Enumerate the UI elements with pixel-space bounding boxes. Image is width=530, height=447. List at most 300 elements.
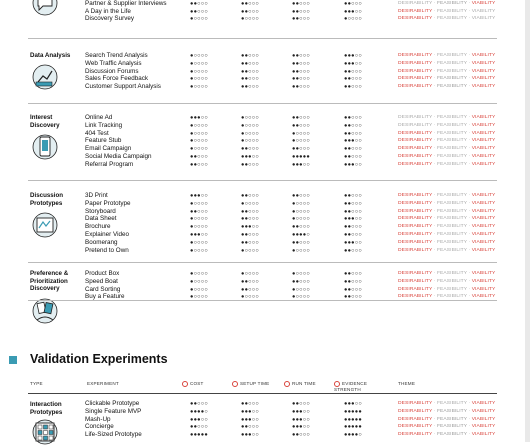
theme-viability: VIABILITY	[471, 271, 496, 276]
setup-time-rating: ●●○○○	[241, 424, 259, 431]
theme-separator: ·	[467, 208, 472, 214]
group-divider	[28, 300, 497, 301]
group-divider	[28, 180, 497, 181]
evidence-strength-rating: ●●●○○	[344, 401, 362, 407]
coin-icon	[182, 381, 188, 387]
group-divider	[28, 103, 497, 104]
experiment-name: Online Ad	[85, 114, 113, 121]
theme-viability: VIABILITY	[471, 247, 496, 253]
theme-feasibility: FEASIBILITY	[436, 408, 468, 414]
theme-viability: VIABILITY	[471, 424, 496, 430]
evidence-strength-rating: ●●○○○	[344, 68, 362, 75]
evidence-strength-rating: ●●●○○	[344, 138, 362, 145]
column-header-setup-label: SETUP TIME	[240, 381, 270, 387]
theme-viability: VIABILITY	[471, 8, 496, 14]
theme-desirability: DESIRABILITY	[398, 53, 433, 58]
theme-viability: VIABILITY	[471, 154, 496, 159]
setup-time-rating: ●●○○○	[241, 216, 259, 223]
theme-viability: VIABILITY	[471, 224, 496, 230]
column-header-run	[284, 381, 316, 387]
theme-viability: VIABILITY	[471, 216, 496, 222]
cost-rating: ●○○○○	[190, 76, 208, 83]
cost-rating: ●●○○○	[190, 161, 208, 168]
theme-separator: ·	[432, 232, 437, 237]
setup-time-rating: ●●●○○	[241, 416, 259, 423]
theme-separator: ·	[467, 408, 472, 414]
experiment-name: Product Box	[85, 270, 120, 277]
evidence-strength-rating: ●●○○○	[344, 208, 362, 215]
theme-desirability: DESIRABILITY	[398, 232, 433, 237]
experiment-name: 3D Print	[85, 192, 108, 199]
cost-rating: ●●○○○	[190, 401, 208, 407]
runner-icon	[284, 381, 290, 387]
theme-viability: VIABILITY	[471, 122, 496, 128]
cost-rating: ●●●○○	[190, 232, 208, 238]
setup-time-rating: ●○○○○	[241, 247, 259, 254]
theme-tags	[398, 8, 495, 16]
theme-tags	[398, 400, 495, 408]
run-time-rating: ●●○○○	[292, 8, 310, 15]
theme-viability: VIABILITY	[471, 76, 496, 82]
evidence-strength-rating: ●●●●●	[344, 416, 362, 423]
theme-viability: VIABILITY	[471, 84, 496, 90]
experiment-name: Social Media Campaign	[85, 153, 152, 160]
theme-desirability: DESIRABILITY	[398, 0, 433, 6]
theme-tags	[398, 286, 495, 294]
theme-separator: ·	[432, 76, 437, 82]
theme-separator: ·	[432, 271, 437, 276]
section-title-validation: Validation Experiments	[30, 352, 168, 366]
theme-desirability: DESIRABILITY	[398, 122, 433, 128]
theme-separator: ·	[467, 161, 472, 167]
evidence-strength-rating: ●●○○○	[344, 224, 362, 231]
run-time-rating: ●○○○○	[292, 286, 310, 293]
theme-viability: VIABILITY	[471, 286, 496, 292]
cost-rating: ●○○○○	[190, 239, 208, 246]
theme-tags	[398, 223, 495, 231]
category-label: Discussion Prototypes	[30, 192, 64, 207]
theme-viability: VIABILITY	[471, 278, 496, 284]
theme-separator: ·	[467, 239, 472, 245]
theme-feasibility: FEASIBILITY	[436, 208, 468, 214]
cost-rating: ●○○○○	[190, 68, 208, 75]
theme-desirability: DESIRABILITY	[398, 401, 433, 406]
theme-tags	[398, 122, 495, 130]
experiment-name: Data Sheet	[85, 215, 117, 223]
theme-tags	[398, 161, 495, 169]
theme-viability: VIABILITY	[471, 130, 496, 136]
experiment-name: Paper Prototype	[85, 199, 131, 207]
theme-feasibility: FEASIBILITY	[436, 278, 468, 284]
cost-rating: ●○○○○	[190, 146, 208, 153]
cost-rating: ●●○○○	[190, 0, 208, 7]
theme-tags	[398, 247, 495, 255]
setup-time-rating: ●●○○○	[241, 53, 259, 59]
column-header-type: TYPE	[30, 381, 43, 386]
run-time-rating: ●●○○○	[292, 278, 310, 285]
cost-rating: ●○○○○	[190, 138, 208, 145]
theme-separator: ·	[432, 0, 437, 6]
theme-separator: ·	[467, 200, 472, 206]
evidence-strength-rating: ●●○○○	[344, 115, 362, 121]
theme-desirability: DESIRABILITY	[398, 408, 433, 414]
theme-viability: VIABILITY	[471, 60, 496, 66]
theme-tags	[398, 153, 495, 161]
experiment-name: Buy a Feature	[85, 293, 125, 301]
run-time-rating: ●●○○○	[292, 146, 310, 153]
experiment-name: Search Trend Analysis	[85, 52, 148, 59]
theme-feasibility: FEASIBILITY	[436, 76, 468, 82]
theme-tags	[398, 137, 495, 145]
column-header-run-label: RUN TIME	[292, 381, 316, 387]
run-time-rating: ●●○○○	[292, 115, 310, 121]
theme-viability: VIABILITY	[471, 294, 496, 300]
theme-desirability: DESIRABILITY	[398, 239, 433, 245]
theme-separator: ·	[467, 68, 472, 74]
evidence-strength-rating: ●●●●○	[344, 432, 362, 439]
theme-separator: ·	[467, 122, 472, 128]
clock-icon	[232, 381, 238, 387]
run-time-rating: ●●○○○	[292, 53, 310, 59]
theme-separator: ·	[467, 247, 472, 253]
theme-separator: ·	[432, 294, 437, 300]
experiment-name: Web Traffic Analysis	[85, 59, 142, 67]
theme-separator: ·	[432, 278, 437, 284]
theme-desirability: DESIRABILITY	[398, 68, 433, 74]
evidence-strength-rating: ●●○○○	[344, 286, 362, 293]
setup-time-rating: ●○○○○	[241, 16, 259, 23]
theme-separator: ·	[432, 200, 437, 206]
setup-time-rating: ●●●○○	[241, 408, 259, 415]
theme-feasibility: FEASIBILITY	[436, 68, 468, 74]
cost-rating: ●○○○○	[190, 271, 208, 277]
theme-feasibility: FEASIBILITY	[436, 224, 468, 230]
theme-viability: VIABILITY	[471, 68, 496, 74]
column-header-evidence-label: EVIDENCE STRENGTH	[334, 381, 368, 392]
theme-separator: ·	[467, 53, 472, 58]
theme-desirability: DESIRABILITY	[398, 130, 433, 136]
cost-rating: ●○○○○	[190, 224, 208, 231]
evidence-strength-rating: ●●○○○	[344, 0, 362, 7]
theme-separator: ·	[467, 16, 472, 22]
setup-time-rating: ●●●○○	[241, 432, 259, 439]
experiment-name: Partner & Supplier Interviews	[85, 0, 167, 7]
run-time-rating: ●●○○○	[292, 193, 310, 199]
column-header-experiment: EXPERIMENT	[87, 381, 119, 386]
category-label: Interaction Prototypes	[30, 401, 63, 416]
experiment-name: Referral Program	[85, 160, 134, 168]
theme-feasibility: FEASIBILITY	[436, 424, 468, 430]
cost-rating: ●●●○○	[190, 193, 208, 199]
run-time-rating: ●●●○○	[292, 161, 310, 168]
cost-rating: ●●○○○	[190, 154, 208, 160]
theme-tags	[398, 114, 495, 122]
theme-separator: ·	[432, 154, 437, 159]
page-edge	[525, 0, 530, 442]
theme-viability: VIABILITY	[471, 146, 496, 152]
theme-viability: VIABILITY	[471, 161, 496, 167]
experiment-name: Discussion Forums	[85, 67, 139, 75]
cost-rating: ●●○○○	[190, 424, 208, 431]
theme-tags	[398, 192, 495, 200]
theme-separator: ·	[467, 424, 472, 430]
evidence-strength-rating: ●●●○○	[344, 239, 362, 246]
theme-separator: ·	[432, 8, 437, 14]
theme-separator: ·	[467, 271, 472, 276]
theme-feasibility: FEASIBILITY	[436, 271, 468, 276]
cost-rating: ●●○○○	[190, 208, 208, 215]
evidence-strength-rating: ●●○○○	[344, 122, 362, 129]
setup-time-rating: ●○○○○	[241, 138, 259, 145]
theme-tags	[398, 239, 495, 247]
theme-tags	[398, 200, 495, 208]
theme-separator: ·	[467, 8, 472, 14]
theme-desirability: DESIRABILITY	[398, 216, 433, 222]
theme-separator: ·	[467, 286, 472, 292]
theme-desirability: DESIRABILITY	[398, 278, 433, 284]
section-marker	[9, 356, 17, 364]
theme-desirability: DESIRABILITY	[398, 60, 433, 66]
column-header-evidence	[334, 381, 374, 392]
theme-viability: VIABILITY	[471, 208, 496, 214]
cost-rating: ●○○○○	[190, 294, 208, 301]
theme-separator: ·	[432, 216, 437, 222]
cost-rating: ●●●○○	[190, 115, 208, 121]
theme-viability: VIABILITY	[471, 232, 496, 237]
theme-tags	[398, 215, 495, 223]
theme-desirability: DESIRABILITY	[398, 200, 433, 206]
setup-time-rating: ●●○○○	[241, 401, 259, 407]
theme-separator: ·	[432, 401, 437, 406]
evidence-strength-rating: ●●○○○	[344, 193, 362, 199]
experiment-name: Discovery Survey	[85, 15, 134, 23]
theme-desirability: DESIRABILITY	[398, 294, 433, 300]
run-time-rating: ●●○○○	[292, 122, 310, 129]
setup-time-rating: ●●○○○	[241, 0, 259, 7]
grid-board-icon	[30, 417, 60, 447]
theme-desirability: DESIRABILITY	[398, 154, 433, 159]
theme-tags	[398, 416, 495, 424]
theme-viability: VIABILITY	[471, 408, 496, 414]
experiment-name: Sales Force Feedback	[85, 75, 148, 83]
theme-feasibility: FEASIBILITY	[436, 0, 468, 6]
theme-separator: ·	[467, 60, 472, 66]
theme-desirability: DESIRABILITY	[398, 432, 433, 438]
theme-separator: ·	[432, 122, 437, 128]
theme-separator: ·	[467, 278, 472, 284]
cost-rating: ●○○○○	[190, 200, 208, 207]
theme-feasibility: FEASIBILITY	[436, 8, 468, 14]
setup-time-rating: ●○○○○	[241, 115, 259, 121]
run-time-rating: ●●●○○	[292, 424, 310, 431]
theme-feasibility: FEASIBILITY	[436, 294, 468, 300]
experiment-name: Storyboard	[85, 207, 116, 215]
theme-viability: VIABILITY	[471, 432, 496, 438]
evidence-strength-rating: ●●●●●	[344, 424, 362, 431]
theme-desirability: DESIRABILITY	[398, 138, 433, 144]
theme-tags	[398, 52, 495, 60]
theme-desirability: DESIRABILITY	[398, 84, 433, 90]
theme-feasibility: FEASIBILITY	[436, 122, 468, 128]
theme-tags	[398, 278, 495, 286]
cost-rating: ●○○○○	[190, 60, 208, 67]
theme-tags	[398, 270, 495, 278]
theme-separator: ·	[432, 138, 437, 144]
theme-separator: ·	[467, 432, 472, 438]
theme-desirability: DESIRABILITY	[398, 286, 433, 292]
run-time-rating: ●○○○○	[292, 130, 310, 137]
setup-time-rating: ●●○○○	[241, 193, 259, 199]
experiment-name: Speed Boat	[85, 277, 118, 285]
evidence-strength-rating: ●●●○○	[344, 60, 362, 67]
experiment-name: 404 Test	[85, 129, 109, 137]
theme-separator: ·	[432, 247, 437, 253]
run-time-rating: ●●○○○	[292, 60, 310, 67]
theme-separator: ·	[432, 60, 437, 66]
theme-desirability: DESIRABILITY	[398, 247, 433, 253]
theme-viability: VIABILITY	[471, 416, 496, 422]
theme-feasibility: FEASIBILITY	[436, 115, 468, 120]
setup-time-rating: ●○○○○	[241, 294, 259, 301]
theme-tags	[398, 130, 495, 138]
evidence-strength-rating: ●●○○○	[344, 76, 362, 83]
setup-time-rating: ●●○○○	[241, 278, 259, 285]
theme-separator: ·	[432, 115, 437, 120]
category-label: Data Analysis	[30, 52, 71, 59]
theme-separator: ·	[432, 408, 437, 414]
theme-separator: ·	[467, 154, 472, 159]
experiment-name: Brochure	[85, 223, 111, 231]
theme-desirability: DESIRABILITY	[398, 424, 433, 430]
theme-separator: ·	[432, 146, 437, 152]
theme-feasibility: FEASIBILITY	[436, 432, 468, 438]
evidence-strength-rating: ●●○○○	[344, 200, 362, 207]
theme-feasibility: FEASIBILITY	[436, 401, 468, 406]
theme-feasibility: FEASIBILITY	[436, 146, 468, 152]
setup-time-rating: ●●○○○	[241, 84, 259, 91]
theme-feasibility: FEASIBILITY	[436, 84, 468, 90]
experiment-name: Card Sorting	[85, 285, 121, 293]
setup-time-rating: ●●○○○	[241, 76, 259, 83]
setup-time-rating: ●○○○○	[241, 200, 259, 207]
setup-time-rating: ●●○○○	[241, 8, 259, 15]
theme-separator: ·	[467, 84, 472, 90]
cost-rating: ●○○○○	[190, 53, 208, 59]
theme-feasibility: FEASIBILITY	[436, 193, 468, 198]
evidence-strength-rating: ●●●○○	[344, 8, 362, 15]
run-time-rating: ●○○○○	[292, 271, 310, 277]
cost-rating: ●○○○○	[190, 216, 208, 223]
speech-icon	[30, 0, 60, 18]
experiment-name: Link Tracking	[85, 121, 123, 129]
theme-separator: ·	[467, 216, 472, 222]
run-time-rating: ●○○○○	[292, 216, 310, 223]
theme-separator: ·	[432, 53, 437, 58]
cost-rating: ●○○○○	[190, 130, 208, 137]
experiment-name: Feature Stub	[85, 137, 122, 145]
run-time-rating: ●●○○○	[292, 224, 310, 231]
theme-separator: ·	[467, 0, 472, 6]
theme-tags	[398, 408, 495, 416]
experiment-name: Pretend to Own	[85, 246, 129, 254]
run-time-rating: ●●○○○	[292, 239, 310, 246]
theme-feasibility: FEASIBILITY	[436, 416, 468, 422]
cost-rating: ●○○○○	[190, 278, 208, 285]
theme-separator: ·	[432, 424, 437, 430]
cost-rating: ●○○○○	[190, 122, 208, 129]
cost-rating: ●○○○○	[190, 16, 208, 23]
cost-rating: ●●●○○	[190, 416, 208, 423]
setup-time-rating: ●●○○○	[241, 146, 259, 153]
evidence-strength-rating: ●●○○○	[344, 271, 362, 277]
theme-desirability: DESIRABILITY	[398, 146, 433, 152]
theme-separator: ·	[467, 146, 472, 152]
experiment-name: Boomerang	[85, 238, 118, 246]
theme-tags	[398, 431, 495, 439]
evidence-strength-rating: ●●●●●	[344, 408, 362, 415]
theme-separator: ·	[432, 193, 437, 198]
theme-viability: VIABILITY	[471, 115, 496, 120]
evidence-strength-rating: ●●●○○	[344, 161, 362, 168]
theme-feasibility: FEASIBILITY	[436, 130, 468, 136]
setup-time-rating: ●○○○○	[241, 271, 259, 277]
theme-tags	[398, 208, 495, 216]
theme-feasibility: FEASIBILITY	[436, 216, 468, 222]
theme-viability: VIABILITY	[471, 138, 496, 144]
theme-feasibility: FEASIBILITY	[436, 154, 468, 159]
theme-tags	[398, 83, 495, 91]
theme-separator: ·	[432, 68, 437, 74]
evidence-strength-rating: ●●○○○	[344, 146, 362, 153]
theme-feasibility: FEASIBILITY	[436, 247, 468, 253]
group-divider	[28, 262, 497, 263]
experiment-name: A Day in the Life	[85, 7, 131, 15]
cost-rating: ●●●●●	[190, 432, 208, 439]
run-time-rating: ●○○○○	[292, 208, 310, 215]
theme-desirability: DESIRABILITY	[398, 16, 433, 22]
theme-tags	[398, 68, 495, 76]
theme-feasibility: FEASIBILITY	[436, 60, 468, 66]
theme-separator: ·	[467, 76, 472, 82]
theme-feasibility: FEASIBILITY	[436, 239, 468, 245]
theme-desirability: DESIRABILITY	[398, 224, 433, 230]
theme-viability: VIABILITY	[471, 16, 496, 22]
theme-desirability: DESIRABILITY	[398, 416, 433, 422]
run-time-rating: ●○○○○	[292, 200, 310, 207]
experiment-name: Life-Sized Prototype	[85, 431, 142, 439]
group-divider	[28, 38, 497, 39]
sketch-board-icon	[30, 210, 60, 240]
header-rule	[28, 393, 497, 394]
theme-separator: ·	[467, 115, 472, 120]
evidence-strength-rating: ●●○○○	[344, 84, 362, 91]
setup-time-rating: ●●○○○	[241, 232, 259, 238]
setup-time-rating: ●●○○○	[241, 60, 259, 67]
theme-separator: ·	[432, 16, 437, 22]
theme-tags	[398, 75, 495, 83]
theme-separator: ·	[467, 193, 472, 198]
column-header-theme: THEME	[398, 381, 416, 386]
setup-time-rating: ●●○○○	[241, 161, 259, 168]
evidence-strength-rating: ●●○○○	[344, 130, 362, 137]
cost-rating: ●○○○○	[190, 84, 208, 91]
theme-separator: ·	[432, 130, 437, 136]
setup-time-rating: ●●●○○	[241, 224, 259, 231]
evidence-strength-rating: ●○○○○	[344, 16, 362, 23]
category-label: Interest Discovery	[30, 114, 60, 129]
theme-separator: ·	[467, 138, 472, 144]
evidence-strength-rating: ●●○○○	[344, 247, 362, 254]
